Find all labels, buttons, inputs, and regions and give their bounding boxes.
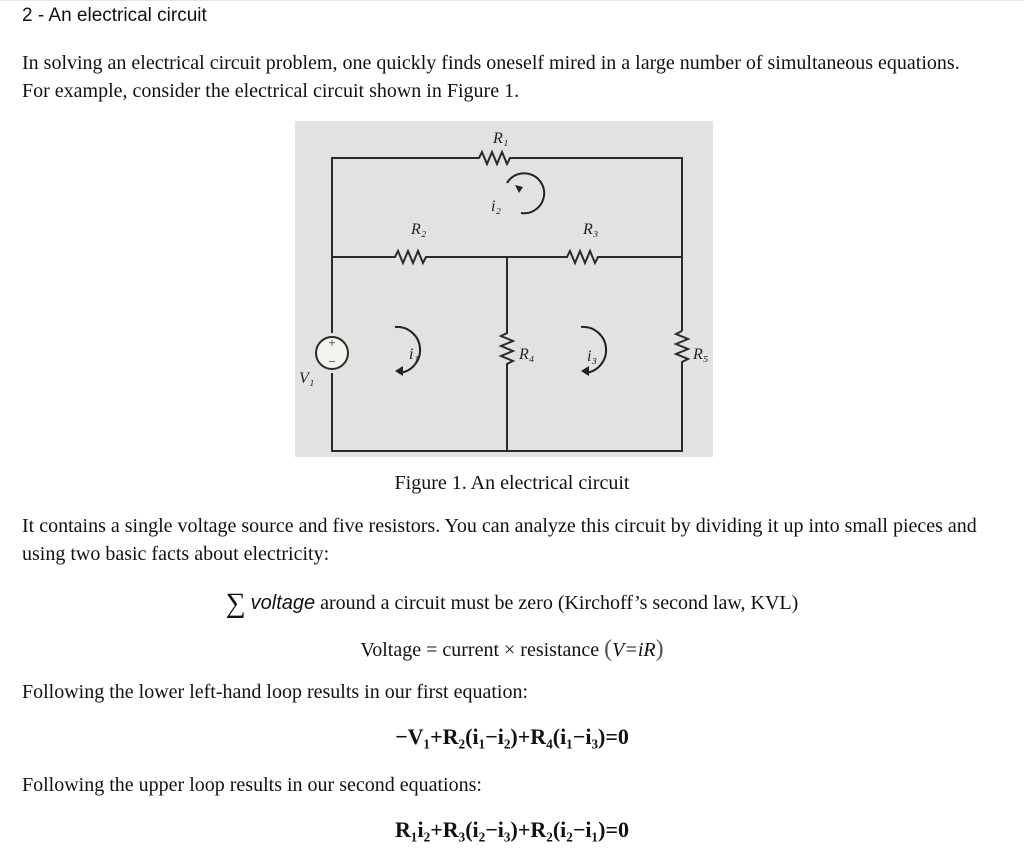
equation-2: R₁i₂+R₃(i₂−i₃)+R₂(i₂−i₁)=0: [395, 817, 629, 842]
equation-1: −V₁+R₂(i₁−i₂)+R₄(i₁−i₃)=0: [395, 724, 629, 749]
figure-caption: Figure 1. An electrical circuit: [394, 472, 630, 494]
label-i1: i₁: [409, 346, 420, 363]
voltage-word: voltage: [250, 592, 316, 614]
plus-sign: +: [328, 335, 336, 350]
circuit-figure: [295, 121, 713, 457]
sigma-symbol: ∑: [225, 588, 246, 619]
label-r2: R₂: [411, 221, 427, 238]
body-paragraph-3: Following the lower left-hand loop results in our first equation:: [22, 681, 529, 703]
ohm-formula: V=iR: [612, 639, 656, 661]
label-r3: R₃: [583, 221, 599, 238]
label-r1: R₁: [493, 130, 509, 147]
top-divider: [0, 0, 1024, 1]
ohm-text: Voltage = current × resistance: [360, 639, 605, 661]
body-paragraph-4: Following the upper loop results in our second equations:: [22, 774, 482, 796]
label-r4: R₄: [519, 346, 535, 363]
paren-open: (: [604, 636, 613, 662]
label-i2: i₂: [491, 198, 502, 215]
figure-background: [295, 121, 713, 457]
paren-close: ): [655, 636, 664, 662]
minus-sign: −: [328, 354, 336, 369]
ohm-statement: [0, 636, 1024, 663]
label-v1: V₁: [299, 370, 315, 387]
kvl-text: around a circuit must be zero (Kirchoff’s second law, KVL): [315, 592, 799, 614]
section-heading: 2 - An electrical circuit: [22, 5, 207, 26]
label-r5: R₅: [693, 346, 709, 363]
kvl-statement: [0, 588, 1024, 620]
body-paragraph-2: It contains a single voltage source and five resistors. You can analyze this circuit by dividing it up into small pieces and using two basic facts about electricity:: [22, 515, 977, 565]
label-i3: i₃: [587, 348, 598, 365]
intro-paragraph: In solving an electrical circuit problem, one quickly finds oneself mired in a large number of simultaneous equations. For example, consider the electrical circuit shown in Figure 1.: [22, 52, 960, 102]
